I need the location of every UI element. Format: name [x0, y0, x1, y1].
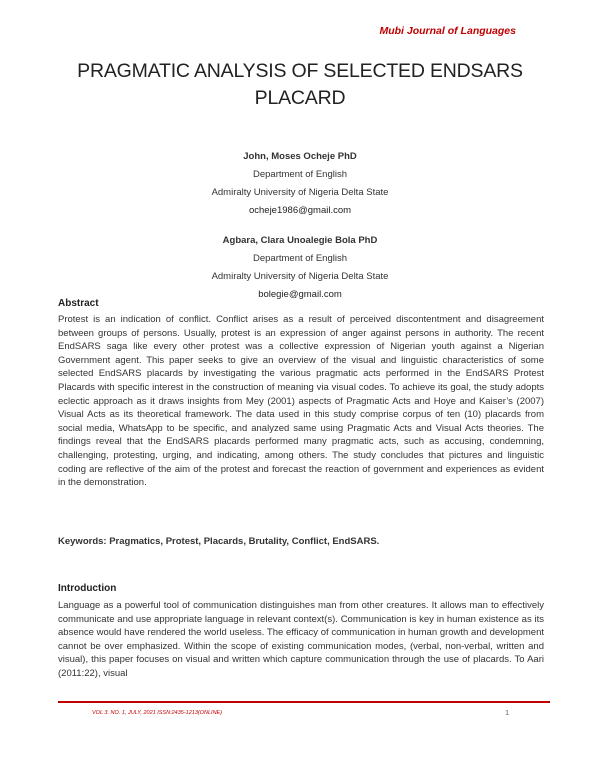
keywords: Keywords: Pragmatics, Protest, Placards, Brutality, Conflict, EndSARS.	[58, 536, 380, 547]
author-institution: Admiralty University of Nigeria Delta State	[211, 271, 389, 282]
author-department: Department of English	[253, 253, 347, 264]
abstract-heading: Abstract	[58, 298, 99, 309]
author-department: Department of English	[253, 169, 347, 180]
author-name: Agbara, Clara Unoalegie Bola PhD	[222, 235, 378, 246]
author-email: ocheje1986@gmail.com	[248, 205, 352, 216]
author-block-1	[0, 148, 600, 220]
page-number: 1	[505, 708, 510, 717]
author-block-2	[0, 232, 600, 304]
introduction-heading: Introduction	[58, 583, 117, 594]
author-email: bolegie@gmail.com	[258, 289, 342, 300]
author-institution: Admiralty University of Nigeria Delta State	[211, 187, 389, 198]
footer-rule	[58, 701, 550, 703]
introduction-text: Language as a powerful tool of communication distinguishes man from other creatures. It allows man to effectively communicate and use appropriate language in relevant context(s). Communication is key in human existence as its absence would have rendered the world useless. The efficacy of communication in human growth and development cannot be over emphasized. Within the scope of existing communication modes, (verbal, non-verbal, written and visual), this paper focuses on visual and written which capture communication through the use of placards. To Aari (2011:22), visual	[58, 600, 544, 679]
author-name: John, Moses Ocheje PhD	[243, 151, 357, 162]
abstract-text: Protest is an indication of conflict. Conflict arises as a result of perceived discontentment and disagreement between groups of persons. Usually, protest is an expression of anger against persons in authority. The recent EndSARS saga like every other protest was a collective expression of Nigerian youth against a Nigerian Government agent. This paper seeks to give an overview of the visual and linguistic characteristics of some selected EndSARS placards by investigating the various pragmatic acts performed in the EndSARS Protest Placards with specific interest in the construction of meaning via visual codes. To achieve its goal, the study adopts eclectic approach as it draws insights from Mey (2001) aspects of Pragmatic Acts and Hoye and Kaiser’s (2007) Visual Acts as its theoretical framework. The data used in this study comprise corpus of ten (10) placards from social media, WhatsApp to be specific, and analyzed same using Pragmatic Acts and Visual Acts theories. The findings reveal that the EndSARS placards performed many pragmatic acts, such as accusing, condemning, challenging, protesting, urging, and indicating, among others. The study concludes that pictures and linguistic coding are reflective of the aim of the protest and forecast the reaction of government and experiences as evident in the demonstration.	[58, 314, 544, 489]
paper-title: PRAGMATIC ANALYSIS OF SELECTED ENDSARS PLACARD	[77, 60, 523, 109]
footer-citation: VOL 3. NO. 1, JULY, 2021 ISSN:2435-1213(ONLINE)	[92, 710, 223, 716]
journal-name: Mubi Journal of Languages	[379, 25, 516, 37]
